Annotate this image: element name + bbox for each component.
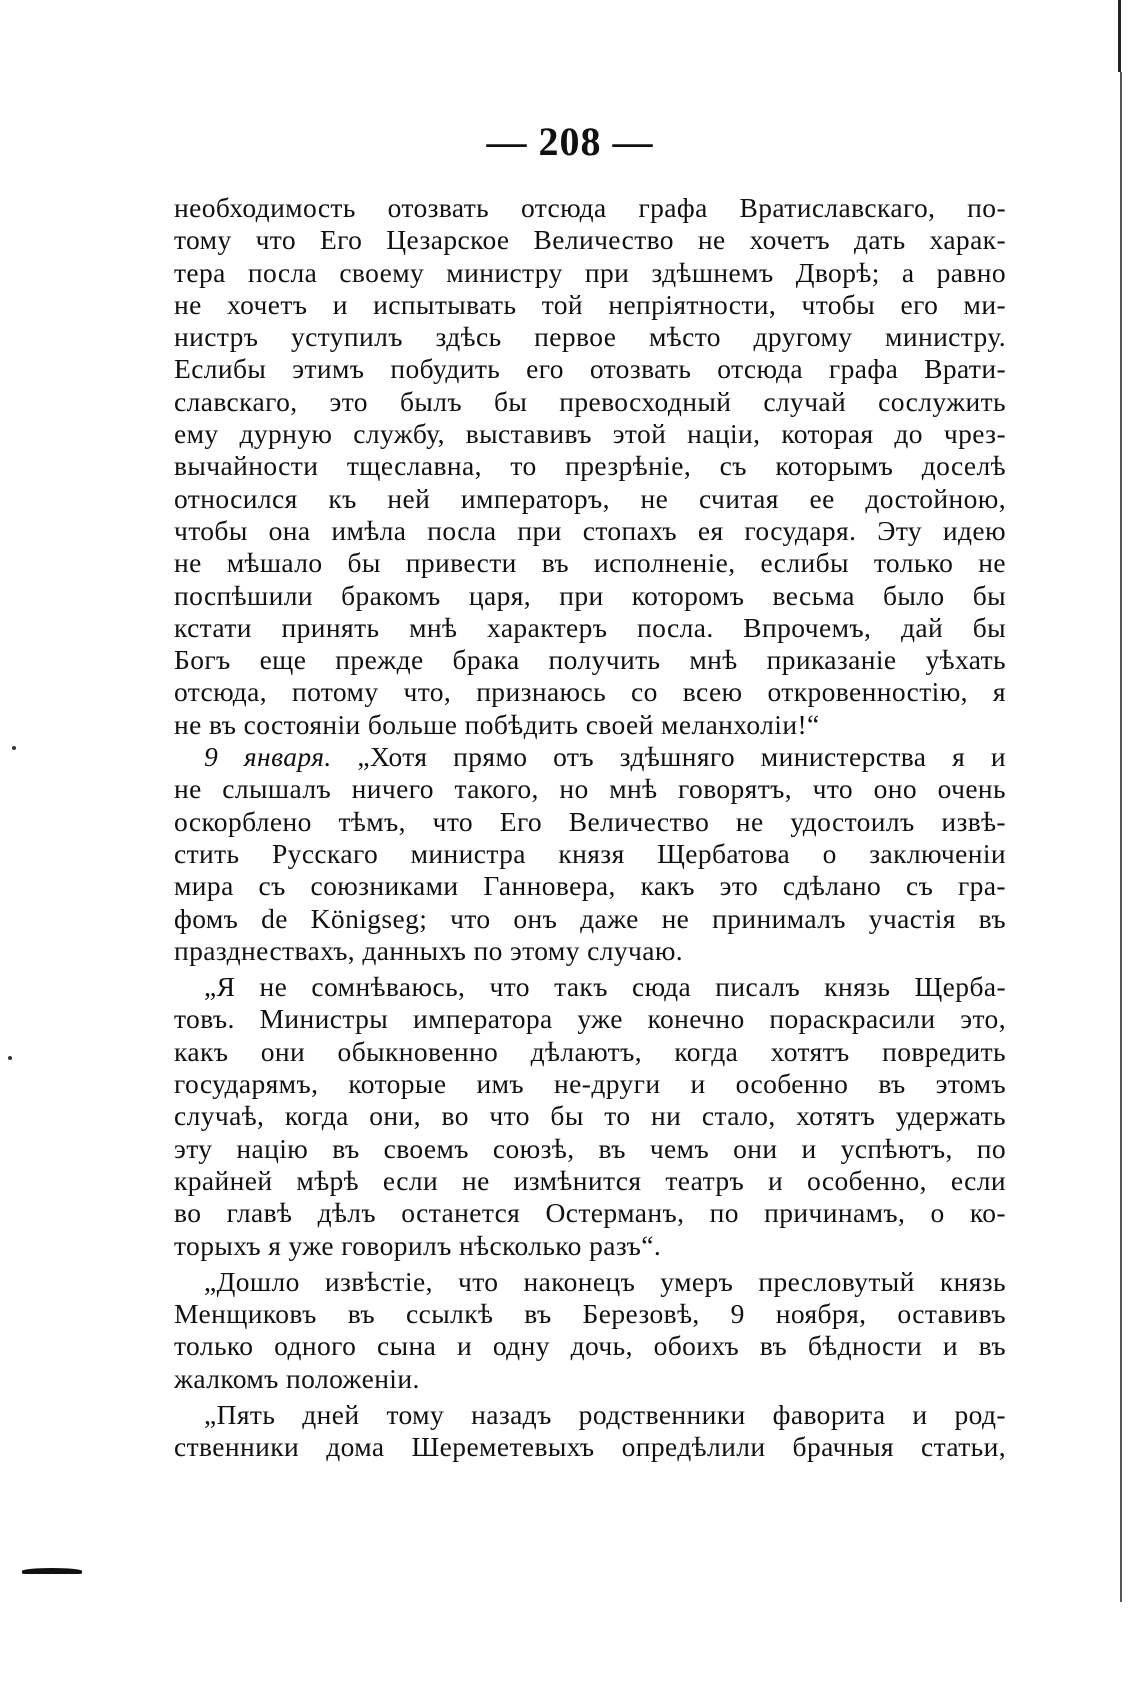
text-line: Еслибы этимъ побудить его отозвать отсюда графа Врати- bbox=[174, 353, 1006, 385]
text-line: ственники дома Шереметевыхъ опредѣлили брачныя статьи, bbox=[174, 1431, 1006, 1463]
text-line: относился къ ней императоръ, не считая ее достойною, bbox=[174, 482, 1006, 514]
paragraph bbox=[174, 971, 1006, 1262]
text-line: поспѣшили бракомъ царя, при которомъ весьма было бы bbox=[174, 579, 1006, 611]
text-line: необходимость отозвать отсюда графа Вратиславскаго, по- bbox=[174, 192, 1006, 223]
paragraph bbox=[174, 1399, 1006, 1464]
scan-edge-mark bbox=[1118, 0, 1121, 72]
text-line: не хочетъ и испытывать той непріятности, чтобы его ми- bbox=[174, 288, 1006, 320]
text-line: эту націю въ своемъ союзѣ, въ чемъ они и успѣютъ, по bbox=[174, 1132, 1006, 1164]
text-line: мира съ союзниками Ганновера, какъ это сдѣлано съ гра- bbox=[174, 870, 1006, 902]
text-line: вычайности тщеславна, то презрѣніе, съ которымъ доселѣ bbox=[174, 450, 1006, 482]
body-text bbox=[174, 192, 1006, 1464]
text-line: фомъ de Königseg; что онъ даже не принималъ участія въ bbox=[174, 902, 1006, 934]
text-line: славскаго, это былъ бы превосходный случай сослужить bbox=[174, 385, 1006, 417]
text-line: тера посла своему министру при здѣшнемъ Дворѣ; а равно bbox=[174, 256, 1006, 288]
text-line: кстати принять мнѣ характеръ посла. Впрочемъ, дай бы bbox=[174, 611, 1006, 643]
text-line: нистръ уступилъ здѣсь первое мѣсто другому министру. bbox=[174, 321, 1006, 353]
text-line: случаѣ, когда они, во что бы то ни стало, хотятъ удержать bbox=[174, 1100, 1006, 1132]
page-number: — 208 — bbox=[486, 119, 654, 164]
text-line: во главѣ дѣлъ останется Остерманъ, по причинамъ, о ко- bbox=[174, 1197, 1006, 1229]
text-line: не въ состояніи больше побѣдить своей меланхоліи!“ bbox=[174, 708, 820, 740]
text-line: крайней мѣрѣ если не измѣнится театръ и особенно, если bbox=[174, 1164, 1006, 1196]
text-line bbox=[174, 741, 1006, 773]
text-line: только одного сына и одну дочь, обоихъ въ бѣдности и въ bbox=[174, 1330, 1006, 1362]
text-line: стить Русскаго министра князя Щербатова о заключеніи bbox=[174, 837, 1006, 869]
scan-edge-line bbox=[1120, 72, 1122, 1602]
text-line-content: „Хотя прямо отъ здѣшняго министерства я и bbox=[357, 741, 1006, 773]
entry-date: 9 января. bbox=[204, 741, 332, 773]
text-line: какъ они обыкновенно дѣлаютъ, когда хотятъ повредить bbox=[174, 1035, 1006, 1067]
text-line: Менщиковъ въ ссылкѣ въ Березовѣ, 9 ноября, оставивъ bbox=[174, 1298, 1006, 1330]
paragraph bbox=[174, 741, 1006, 967]
text-line: оскорблено тѣмъ, что Его Величество не удостоилъ извѣ- bbox=[174, 805, 1006, 837]
text-line: государямъ, которые имъ не-други и особенно въ этомъ bbox=[174, 1068, 1006, 1100]
text-line: „Пять дней тому назадъ родственники фаворита и род- bbox=[204, 1398, 1006, 1430]
text-line: Богъ еще прежде брака получить мнѣ приказаніе уѣхать bbox=[174, 644, 1006, 676]
text-line: отсюда, потому что, признаюсь со всею откровенностію, я bbox=[174, 676, 1006, 708]
text-line: товъ. Министры императора уже конечно пораскрасили это, bbox=[174, 1003, 1006, 1035]
scan-dot bbox=[12, 746, 16, 750]
paragraph bbox=[174, 1266, 1006, 1395]
scan-dot bbox=[8, 1056, 12, 1060]
text-line: „Я не сомнѣваюсь, что такъ сюда писалъ князь Щерба- bbox=[204, 971, 1006, 1003]
text-line: не слышалъ ничего такого, но мнѣ говорятъ, что оно очень bbox=[174, 773, 1006, 805]
paragraph bbox=[174, 192, 1006, 741]
text-line: празднествахъ, данныхъ по этому случаю. bbox=[174, 934, 684, 966]
text-line: жалкомъ положеніи. bbox=[174, 1362, 420, 1394]
scan-smudge-mark bbox=[22, 1568, 82, 1574]
text-line: „Дошло извѣстіе, что наконецъ умеръ пресловутый князь bbox=[204, 1265, 1006, 1297]
text-line: ему дурную службу, выставивъ этой націи, которая до чрез- bbox=[174, 418, 1006, 450]
text-line: не мѣшало бы привести въ исполненіе, еслибы только не bbox=[174, 547, 1006, 579]
text-line: чтобы она имѣла посла при стопахъ ея государя. Эту идею bbox=[174, 514, 1006, 546]
text-line: торыхъ я уже говорилъ нѣсколько разъ“. bbox=[174, 1229, 662, 1261]
text-line: тому что Его Цезарское Величество не хочетъ дать харак- bbox=[174, 224, 1006, 256]
